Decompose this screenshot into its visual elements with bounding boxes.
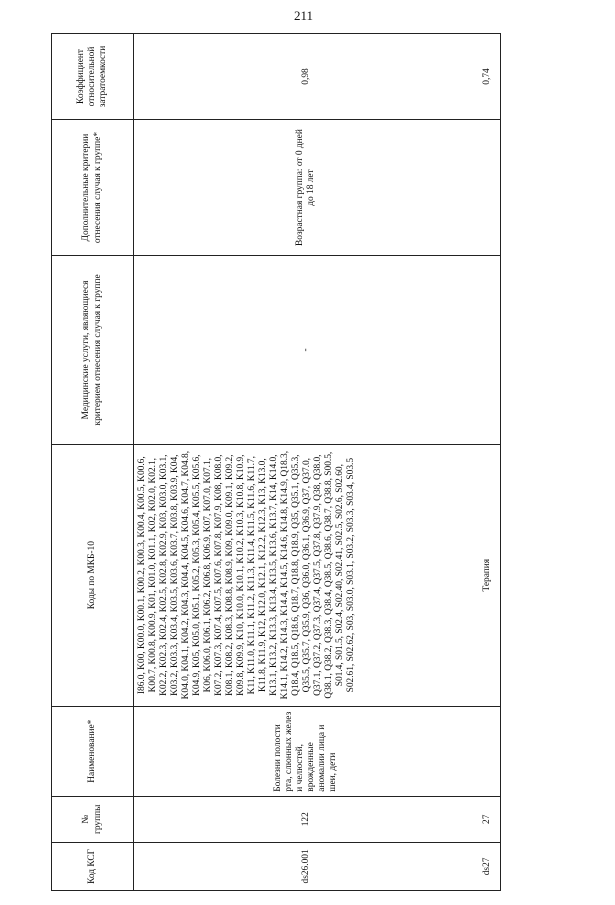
cell-code-ksg: ds26.001 bbox=[134, 842, 479, 890]
ksg-table-rotated bbox=[51, 33, 524, 891]
cell-medical-services: - bbox=[134, 256, 479, 445]
cell-coefficient: 0,74 bbox=[479, 34, 501, 120]
header-mkb-codes: Коды по МКБ-10 bbox=[52, 444, 134, 706]
header-code-ksg: Код КСГ bbox=[52, 842, 134, 890]
cell-mkb-codes: Терапия bbox=[479, 444, 501, 706]
cell-name: Болезни полости рта, слюнных желез и челюстей, врожденные аномалии лица и шеи, дети bbox=[134, 706, 479, 796]
cell-code-ksg: ds27 bbox=[479, 842, 501, 890]
header-name: Наименование* bbox=[52, 706, 134, 796]
cell-group-no: 122 bbox=[134, 796, 479, 842]
cell-mkb-codes: I86.0, K00, K00.0, K00.1, K00.2, K00.3, K00.4, K00.5, K00.6, K00.7, K00.8, K00.9, K01, K01.0, K01.1, K02, K02.0, K02.1, K02.2, K02.3, K02.4, K02.5, K02.8, K02.9, K03, K03.0, K03.1, K03.2, K03.3, K03.4, K03.5, K03.6, K03.7, K03.8, K03.9, K04, K04.0, K04.1, K04.2, K04.3, K04.4, K04.5, K04.6, K04.7, K04.8, K04.9, K05, K05.0, K05.1, K05.2, K05.3, K05.4, K05.5, K05.6, K06, K06.0, K06.1, K06.2, K06.8, K06.9, K07, K07.0, K07.1, K07.2, K07.3, K07.4, K07.5, K07.6, K07.8, K07.9, K08, K08.0, K08.1, K08.2, K08.3, K08.8, K08.9, K09, K09.0, K09.1, K09.2, K09.8, K09.9, K10, K10.0, K10.1, K10.2, K10.3, K10.8, K10.9, K11, K11.0, K11.1, K11.2, K11.3, K11.4, K11.5, K11.6, K11.7, K11.8, K11.9, K12, K12.0, K12.1, K12.2, K12.3, K13, K13.0, K13.1, K13.2, K13.3, K13.4, K13.5, K13.6, K13.7, K14, K14.0, K14.1, K14.2, K14.3, K14.4, K14.5, K14.6, K14.8, K14.9, Q18.3, Q18.4, Q18.5, Q18.6, Q18.7, Q18.8, Q18.9, Q35, Q35.1, Q35.3, Q35.5, Q35.7, Q35.9, Q36, Q36.0, Q36.1, Q36.9, Q37, Q37.0, Q37.1, Q37.2, Q37.3, Q37.4, Q37.5, Q37.8, Q37.9, Q38, Q38.0, Q38.1, Q38.2, Q38.3, Q38.4, Q38.5, Q38.6, Q38.7, Q38.8, S00.5, S01.4, S01.5, S02.4, S02.40, S02.41, S02.5, S02.6, S02.60, S02.61, S02.62, S03, S03.0, S03.1, S03.2, S03.3, S03.4, S03.5 bbox=[134, 444, 479, 706]
cell-medical-services bbox=[479, 256, 501, 445]
table-row bbox=[479, 34, 501, 891]
header-medical-services: Медицинские услуги, являющиеся критерием отнесения случая к группе bbox=[52, 256, 134, 445]
cell-name bbox=[479, 706, 501, 796]
header-coefficient: Коэффициент относительной затратоемкости bbox=[52, 34, 134, 120]
cell-additional-criteria bbox=[479, 119, 501, 255]
page-number: 211 bbox=[294, 8, 314, 23]
ksg-table bbox=[51, 33, 501, 891]
table-header-row bbox=[52, 34, 134, 891]
cell-coefficient: 0,98 bbox=[134, 34, 479, 120]
cell-additional-criteria: Возрастная группа: от 0 дней до 18 лет bbox=[134, 119, 479, 255]
header-group-no: № группы bbox=[52, 796, 134, 842]
header-additional-criteria: Дополнительные критерии отнесения случая к группе* bbox=[52, 119, 134, 255]
cell-group-no: 27 bbox=[479, 796, 501, 842]
table-row bbox=[134, 34, 479, 891]
